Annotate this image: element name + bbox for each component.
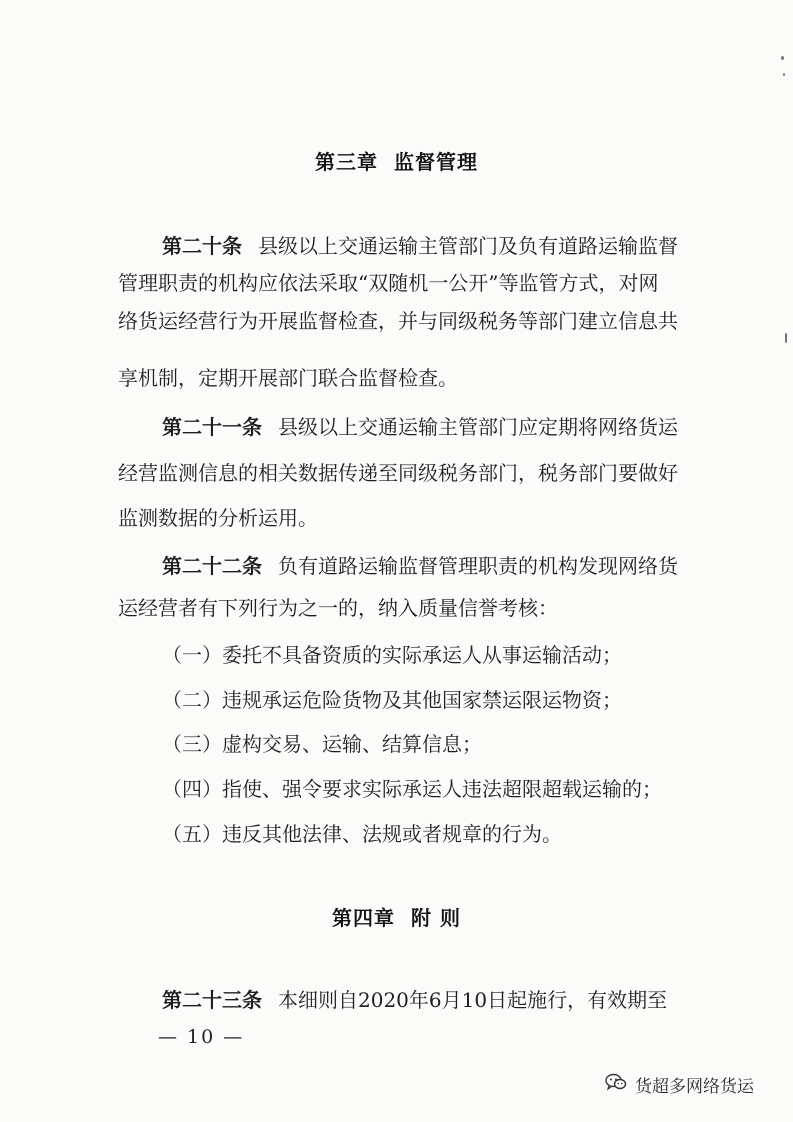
- scan-speck: [785, 333, 787, 343]
- article-21-line-1: [162, 413, 742, 441]
- article-20-line-2: 管理职责的机构应依法采取“双随机一公开”等监管方式，对网: [118, 271, 659, 295]
- page-number: — 10 —: [158, 1026, 245, 1048]
- article-21-number: 第二十一条: [162, 415, 262, 439]
- watermark-text: 货超多网络货运: [635, 1077, 754, 1097]
- article-23-line-1: [162, 986, 742, 1014]
- article-23-text-1: 本细则自2020年6月10日起施行，有效期至: [278, 988, 668, 1012]
- article-22-number: 第二十二条: [162, 554, 262, 578]
- article-22-item-2: （二）违规承运危险货物及其他国家禁运限运物资；: [162, 688, 622, 712]
- chapter-4-label: 第四章: [332, 906, 396, 930]
- article-21-text-1: 县级以上交通运输主管部门应定期将网络货运: [278, 415, 678, 439]
- article-22-line-1: [162, 552, 742, 580]
- chapter-3-name: 监督管理: [394, 150, 478, 174]
- article-20-number: 第二十条: [162, 234, 242, 258]
- article-22-item-3: （三）虚构交易、运输、结算信息；: [162, 732, 482, 756]
- article-20-line-1: [162, 232, 742, 260]
- chapter-3-title: [0, 146, 793, 175]
- article-20-line-4: 享机制，定期开展部门联合监督检查。: [118, 366, 458, 390]
- scan-speck: [781, 56, 784, 60]
- article-22-text-1: 负有道路运输监督管理职责的机构发现网络货: [278, 554, 678, 578]
- article-20-text-1: 县级以上交通运输主管部门及负有道路运输监督: [258, 234, 678, 258]
- article-21-line-3: 监测数据的分析运用。: [118, 506, 318, 530]
- watermark: [605, 1072, 754, 1097]
- article-22-item-4: （四）指使、强令要求实际承运人违法超限超载运输的；: [162, 777, 662, 801]
- chapter-4-title: [0, 902, 793, 931]
- article-22-item-1: （一）委托不具备资质的实际承运人从事运输活动；: [162, 643, 622, 667]
- chapter-4-name: 附 则: [411, 906, 461, 930]
- article-21-line-2: 经营监测信息的相关数据传递至同级税务部门，税务部门要做好: [118, 461, 678, 485]
- article-23-number: 第二十三条: [162, 988, 262, 1012]
- chapter-3-label: 第三章: [315, 150, 378, 174]
- article-22-item-5: （五）违反其他法律、法规或者规章的行为。: [162, 822, 562, 846]
- article-20-line-3: 络货运经营行为开展监督检查，并与同级税务等部门建立信息共: [118, 309, 678, 333]
- article-22-line-2: 运经营者有下列行为之一的，纳入质量信誉考核：: [118, 596, 558, 620]
- wechat-icon: [605, 1073, 627, 1096]
- scan-speck: [783, 73, 785, 76]
